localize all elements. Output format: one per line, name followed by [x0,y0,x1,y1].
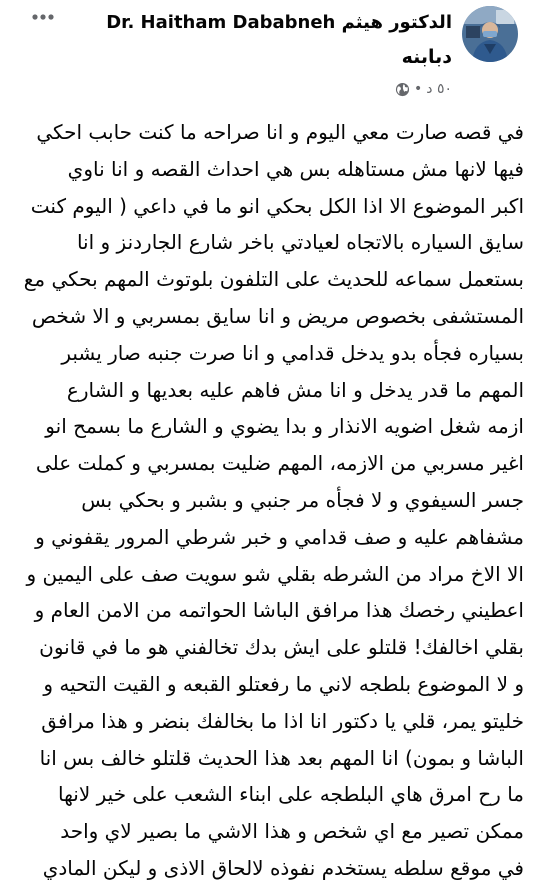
post-text [20,114,524,887]
post-text-line: مشفاهم عليه و صف قدامي و خبر شرطي المرور يقفوني و [35,524,524,549]
post-text-line: في موقع سلطه يستخدم نفوذه لالحاق الاذى و ليكن المادي [42,855,524,880]
post-text-line: فيها لانها مش مستاهله بس هي احداث القصه و انا ناوي [67,156,524,181]
more-horizontal-icon [31,13,55,21]
post-meta [395,78,452,100]
post-text-line: ازمه شغل اضويه الانذار و بدا يضوي و الشارع ما بسمح انو [45,414,524,439]
author-name-line2[interactable]: دبابنه [401,46,452,68]
post-text-line: اكبر الموضوع الا اذا الكل بحكي انو ما في داعي ( اليوم كنت [30,193,524,218]
post-text-line: الا الاخ مراد من الشرطه بقلي شو سويت صف على اليمين و [26,561,524,586]
post-text-line: المستشفى بخصوص مريض و انا سايق بمسربي و الا شخص [31,303,524,328]
post-text-line: المهم ما قدر يدخل و انا مش فاهم عليه بعديها و الشارع [66,377,524,402]
globe-icon[interactable] [395,82,410,97]
post-text-line: ممكن تصير مع اي شخص و هذا الاشي ما بصير لاي واحد [60,819,524,844]
post-text-line: خليتو يمر، قلي يا دكتور انا اذا ما بخالفك بنضر و هذا مرافق [41,708,524,733]
post-text-line: جسر السيفوي و لا فجأه مر جنبي و بشبر و بحكي بس [81,487,524,512]
post-text-line: و لا الموضوع بلطجه لاني ما رفعتلو القبعه و القيت التحيه و [43,671,524,696]
post-text-line: اعطيني رخصك هذا مرافق الباشا الحواتمه من الامن العام و [34,598,524,623]
meta-separator: • [414,81,423,97]
author-name[interactable] [102,8,452,72]
post-text-line: سايق السياره بالاتجاه لعيادتي باخر شارع الجاردنز و انا [76,230,524,255]
post-text-line: بقلي اخالفك! قلتلو على ايش بدك تخالفني هو ما في قانون [39,635,524,660]
author-name-line1[interactable]: الدكتور هيثم Dr. Haitham Dababneh [106,12,452,33]
post-header [0,0,540,108]
post-text-line: ما رح امرق هاي البلطجه على ابناء الشعب على خير لانها [57,782,524,807]
avatar[interactable] [462,6,518,62]
post-text-line: بسياره فجأه بدو يدخل قدامي و انا صرت جنبه صار يشبر [61,340,524,365]
more-options-button[interactable] [26,4,60,30]
post-text-line: في قصه صارت معي اليوم و انا صراحه ما كنت حابب احكي [36,120,524,144]
avatar-photo [462,6,518,62]
post-text-line: الباشا و بمون) انا المهم بعد هذا الحديث قلتلو خالف بس انا [39,745,524,770]
post-text-line: بستعمل سماعه للحديث على التلفون بلوتوث المهم بحكي مع [23,267,524,292]
post-text-line: اغير مسربي من الازمه، المهم ضليت بمسربي و كملت على [35,451,524,476]
post-timestamp[interactable]: ٥٠ د [426,81,452,97]
